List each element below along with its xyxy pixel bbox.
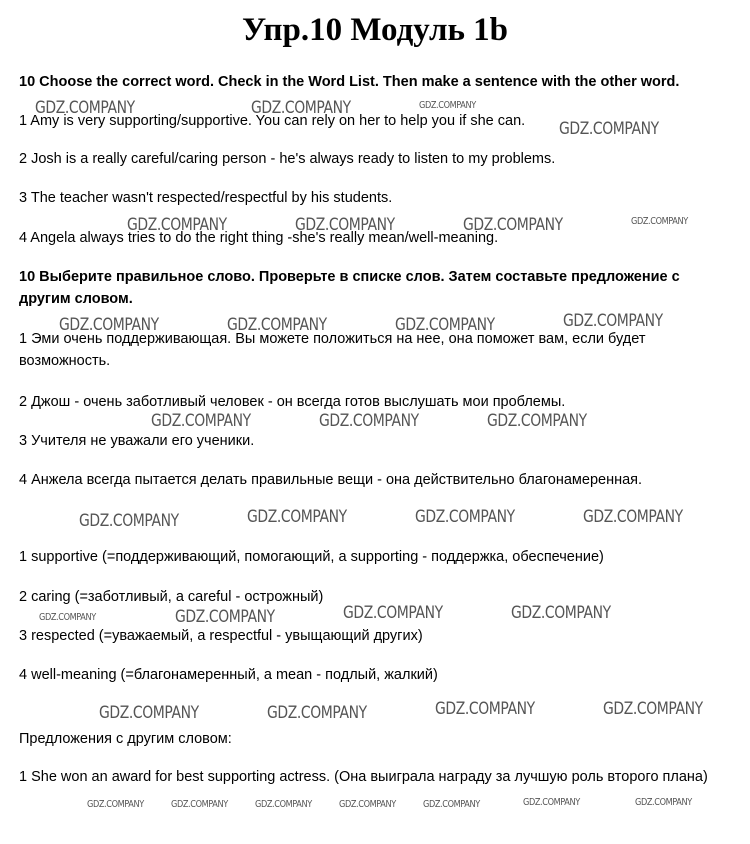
- answer-4: 4 well-meaning (=благонамеренный, a mean - подлый, жалкий): [19, 667, 438, 683]
- watermark: GDZ.COMPANY: [635, 797, 692, 808]
- answer-1: 1 supportive (=поддерживающий, помогающий, a supporting - поддержка, обеспечение): [19, 549, 604, 565]
- task-ru-heading: 10 Выберите правильное слово. Проверьте в списке слов. Затем составьте предложение с другим словом.: [19, 269, 680, 307]
- task-en-item-2: 2 Josh is a really careful/caring person - he's always ready to listen to my problems.: [19, 151, 556, 167]
- other-word-item-1: 1 She won an award for best supporting actress. (Она выиграла награду за лучшую роль второго плана): [19, 769, 708, 785]
- watermark: GDZ.COMPANY: [523, 797, 580, 808]
- watermark: GDZ.COMPANY: [267, 703, 367, 723]
- watermark: GDZ.COMPANY: [603, 699, 703, 719]
- watermark: GDZ.COMPANY: [251, 98, 351, 118]
- task-ru-item-4: 4 Анжела всегда пытается делать правильные вещи - она действительно благонамеренная.: [19, 472, 643, 488]
- task-ru-item-3: 3 Учителя не уважали его ученики.: [19, 433, 255, 449]
- watermark: GDZ.COMPANY: [415, 507, 515, 527]
- watermark: GDZ.COMPANY: [151, 411, 251, 431]
- watermark: GDZ.COMPANY: [339, 799, 396, 810]
- watermark: GDZ.COMPANY: [463, 215, 563, 235]
- watermark: GDZ.COMPANY: [175, 607, 275, 627]
- task-en-heading: 10 Choose the correct word. Check in the Word List. Then make a sentence with the other word.: [19, 74, 680, 90]
- watermark: GDZ.COMPANY: [319, 411, 419, 431]
- task-ru-item-2: 2 Джош - очень заботливый человек - он всегда готов выслушать мои проблемы.: [19, 394, 566, 410]
- task-en-item-4: 4 Angela always tries to do the right thing -she's really mean/well-meaning.: [19, 230, 499, 246]
- watermark: GDZ.COMPANY: [419, 100, 476, 111]
- watermark: GDZ.COMPANY: [487, 411, 587, 431]
- watermark: GDZ.COMPANY: [255, 799, 312, 810]
- watermark: GDZ.COMPANY: [423, 799, 480, 810]
- answer-3: 3 respected (=уважаемый, a respectful - увыщающий других): [19, 628, 423, 644]
- watermark: GDZ.COMPANY: [563, 311, 663, 331]
- answer-2: 2 caring (=заботливый, a careful - острожный): [19, 589, 324, 605]
- task-en-item-3: 3 The teacher wasn't respected/respectful by his students.: [19, 190, 393, 206]
- watermark: GDZ.COMPANY: [79, 511, 179, 531]
- watermark: GDZ.COMPANY: [35, 98, 135, 118]
- watermark: GDZ.COMPANY: [127, 215, 227, 235]
- watermark: GDZ.COMPANY: [227, 315, 327, 335]
- watermark: GDZ.COMPANY: [435, 699, 535, 719]
- watermark: GDZ.COMPANY: [631, 216, 688, 227]
- task-ru-item-1: 1 Эми очень поддерживающая. Вы можете положиться на нее, она поможет вам, если будет возможность.: [19, 331, 646, 369]
- task-en-item-1: 1 Amy is very supporting/supportive. You can rely on her to help you if she can.: [19, 113, 526, 129]
- watermark: GDZ.COMPANY: [395, 315, 495, 335]
- watermark: GDZ.COMPANY: [343, 603, 443, 623]
- watermark: GDZ.COMPANY: [99, 703, 199, 723]
- watermark: GDZ.COMPANY: [171, 799, 228, 810]
- other-word-heading: Предложения с другим словом:: [19, 731, 232, 747]
- watermark: GDZ.COMPANY: [59, 315, 159, 335]
- watermark: GDZ.COMPANY: [39, 612, 96, 623]
- watermark: GDZ.COMPANY: [295, 215, 395, 235]
- watermark: GDZ.COMPANY: [87, 799, 144, 810]
- watermark: GDZ.COMPANY: [511, 603, 611, 623]
- watermark: GDZ.COMPANY: [247, 507, 347, 527]
- watermark: GDZ.COMPANY: [559, 119, 659, 139]
- page-title: Упр.10 Модуль 1b: [241, 12, 509, 48]
- watermark: GDZ.COMPANY: [583, 507, 683, 527]
